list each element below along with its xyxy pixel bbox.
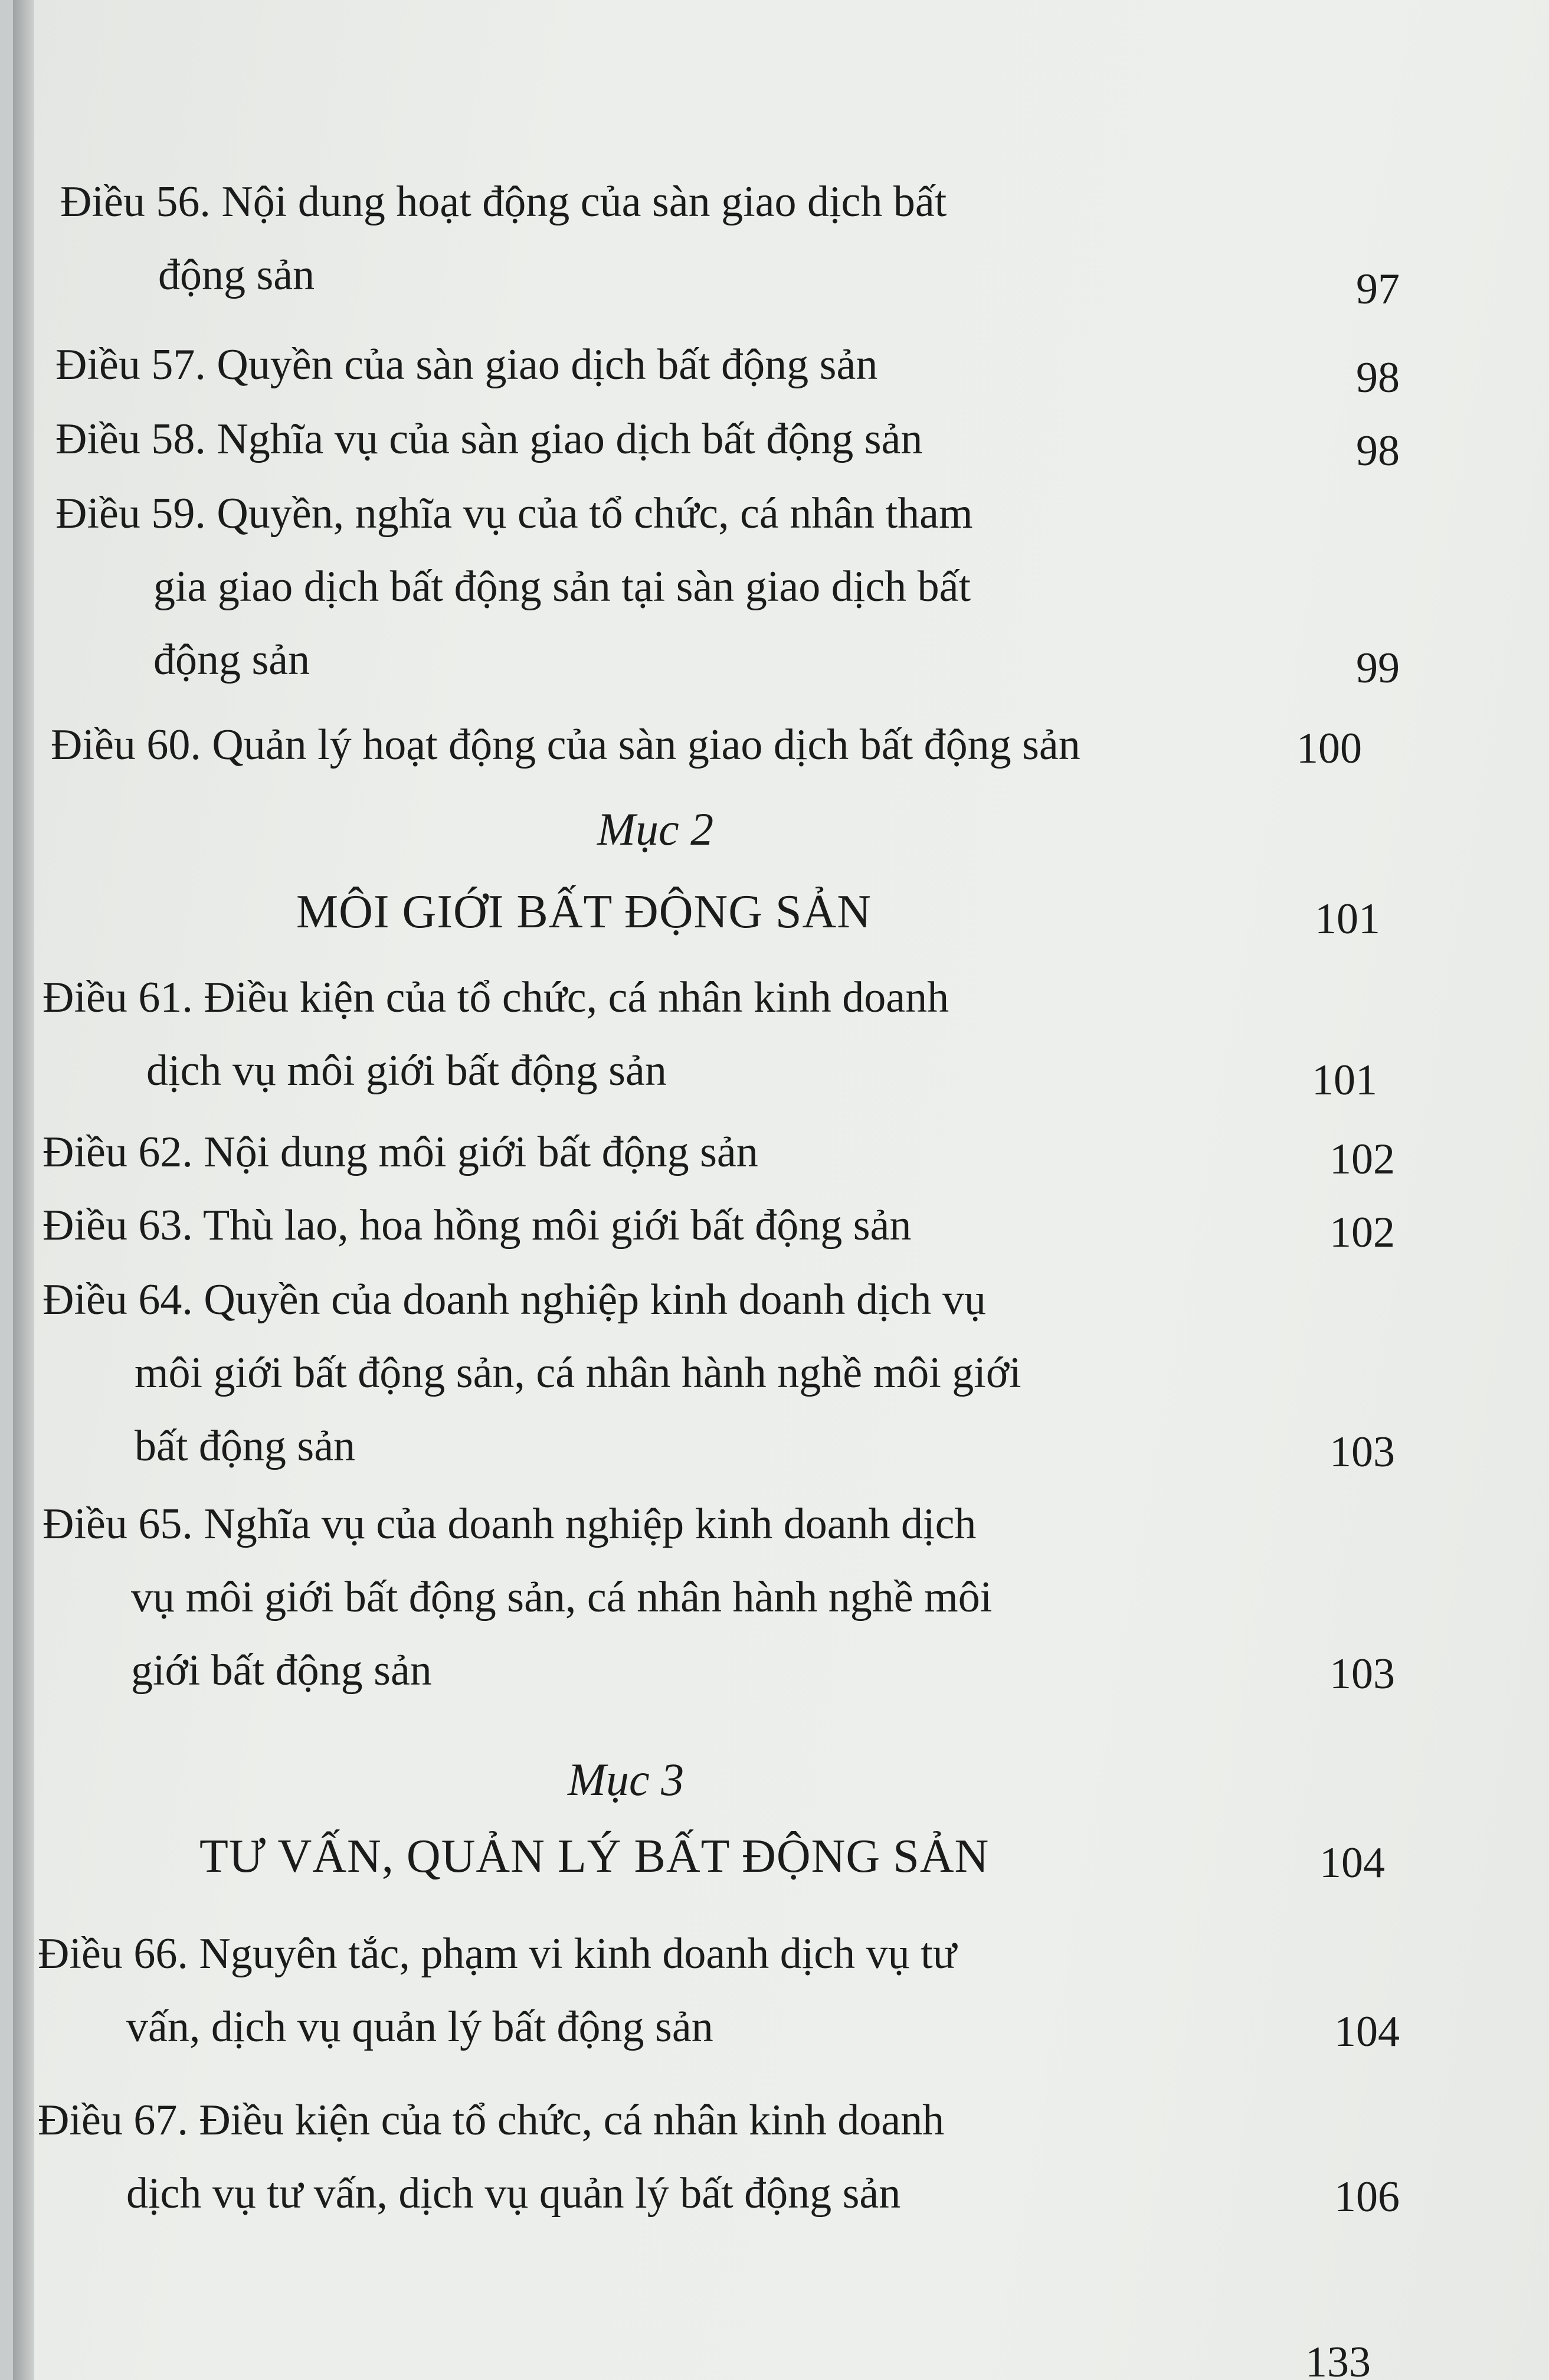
toc-entry-line: môi giới bất động sản, cá nhân hành nghề môi giới <box>135 1349 1021 1397</box>
toc-entry-line: Điều 56. Nội dung hoạt động của sàn giao dịch bất <box>60 178 947 226</box>
toc-entry-line: vụ môi giới bất động sản, cá nhân hành nghề môi <box>131 1573 993 1621</box>
toc-entry-dieu-62 <box>42 1116 1395 1189</box>
toc-entry-dieu-63 <box>42 1189 1395 1262</box>
toc-page-number: 103 <box>1329 1650 1395 1698</box>
toc-entry-dieu-66 <box>38 1917 1400 2064</box>
toc-entry-dieu-58 <box>55 403 1400 476</box>
section-page-number: 104 <box>1319 1839 1385 1887</box>
toc-page-number: 106 <box>1334 2173 1400 2221</box>
toc-entry-line: Điều 63. Thù lao, hoa hồng môi giới bất động sản <box>42 1201 912 1250</box>
toc-page-number: 102 <box>1329 1135 1395 1184</box>
table-of-contents <box>13 0 1549 2380</box>
toc-page-number: 103 <box>1329 1428 1395 1476</box>
toc-entry-line: Điều 66. Nguyên tắc, phạm vi kinh doanh dịch vụ tư <box>38 1930 957 1978</box>
toc-entry-dieu-64 <box>42 1263 1395 1483</box>
toc-entry-line: Điều 61. Điều kiện của tổ chức, cá nhân kinh doanh <box>42 973 949 1022</box>
section-title-moi-gioi: MÔI GIỚI BẤT ĐỘNG SẢN <box>296 886 872 938</box>
toc-entry-dieu-67 <box>38 2084 1400 2230</box>
toc-entry-line: Điều 59. Quyền, nghĩa vụ của tổ chức, cá nhân tham <box>55 489 973 538</box>
toc-entry-dieu-61 <box>42 961 1377 1107</box>
toc-entry-line: dịch vụ tư vấn, dịch vụ quản lý bất động sản <box>126 2169 901 2218</box>
toc-page-number: 100 <box>1296 724 1362 773</box>
toc-page-number: 97 <box>1356 265 1400 313</box>
toc-entry-dieu-65 <box>42 1488 1395 1707</box>
toc-entry-line: giới bất động sản <box>131 1646 432 1695</box>
toc-entry-line: bất động sản <box>135 1422 356 1470</box>
toc-entry-line: động sản <box>158 251 315 299</box>
toc-entry-line: Điều 62. Nội dung môi giới bất động sản <box>42 1128 758 1176</box>
section-label-muc-2: Mục 2 <box>597 803 714 855</box>
toc-entry-line: Điều 60. Quản lý hoạt động của sàn giao dịch bất động sản <box>51 721 1080 769</box>
page-folio-number: 133 <box>1305 2338 1371 2380</box>
toc-entry-dieu-59 <box>55 477 1400 697</box>
toc-page-number: 98 <box>1356 427 1400 475</box>
toc-page-number: 101 <box>1312 1056 1377 1104</box>
toc-entry-dieu-60 <box>51 708 1362 782</box>
toc-entry-line: Điều 65. Nghĩa vụ của doanh nghiệp kinh doanh dịch <box>42 1500 977 1548</box>
toc-entry-line: Điều 64. Quyền của doanh nghiệp kinh doanh dịch vụ <box>42 1276 986 1324</box>
section-label-muc-3: Mục 3 <box>568 1754 685 1805</box>
toc-entry-dieu-56 <box>60 165 1400 312</box>
toc-entry-line: Điều 58. Nghĩa vụ của sàn giao dịch bất động sản <box>55 415 923 463</box>
toc-entry-line: gia giao dịch bất động sản tại sàn giao dịch bất <box>153 563 971 611</box>
toc-page-number: 99 <box>1356 644 1400 692</box>
toc-entry-line: Điều 67. Điều kiện của tổ chức, cá nhân kinh doanh <box>38 2096 945 2144</box>
toc-page-number: 104 <box>1334 2008 1400 2056</box>
toc-entry-line: vấn, dịch vụ quản lý bất động sản <box>126 2003 713 2051</box>
toc-entry-line: Điều 57. Quyền của sàn giao dịch bất động sản <box>55 341 878 389</box>
toc-page-number: 98 <box>1356 354 1400 402</box>
section-page-number: 101 <box>1315 895 1380 943</box>
section-title-tu-van: TƯ VẤN, QUẢN LÝ BẤT ĐỘNG SẢN <box>199 1830 990 1882</box>
book-page <box>13 0 1549 2380</box>
toc-entry-line: động sản <box>153 636 310 684</box>
toc-page-number: 102 <box>1329 1208 1395 1257</box>
toc-entry-dieu-57 <box>55 328 1400 401</box>
toc-entry-line: dịch vụ môi giới bất động sản <box>146 1047 667 1095</box>
